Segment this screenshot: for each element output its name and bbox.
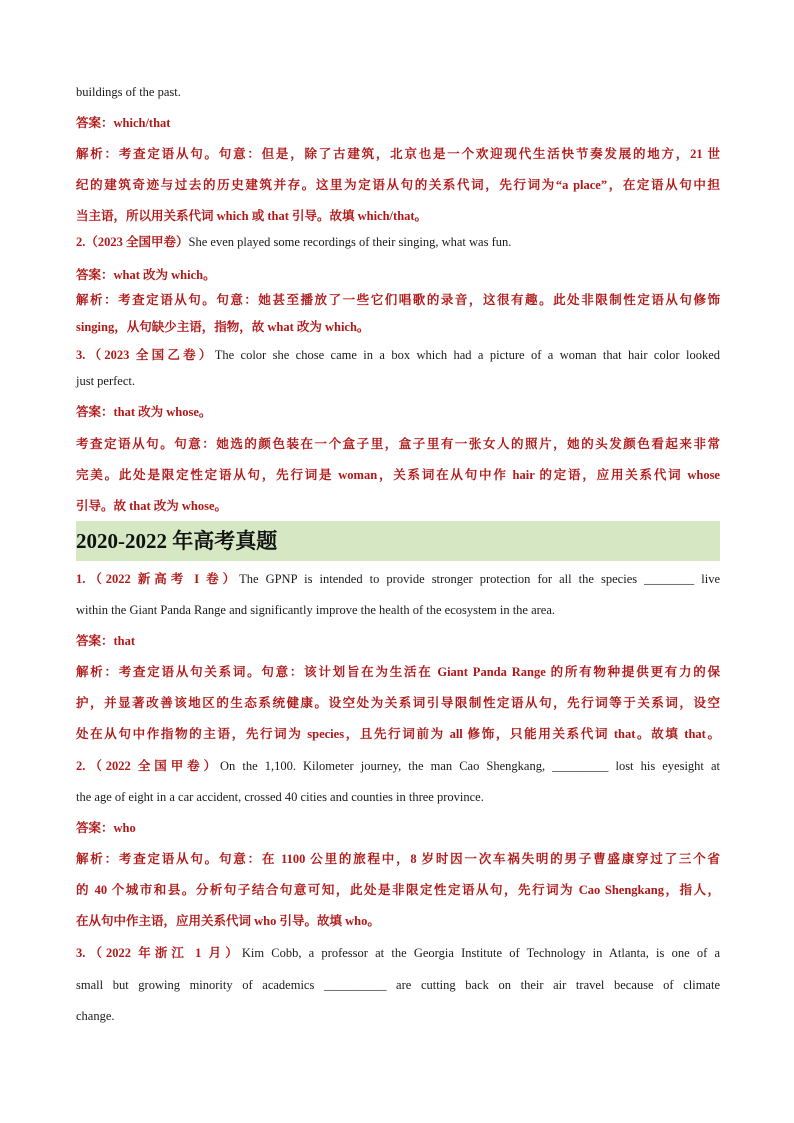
question-text: just perfect. — [76, 374, 136, 388]
question-text: The GPNP is intended to provide stronger protection for all the species ________ live — [239, 572, 720, 586]
question-text: within the Giant Panda Range and significantly improve the health of the ecosystem in the area. — [76, 603, 556, 617]
question-line — [76, 758, 720, 774]
question-source: 2.（2022 全国甲卷） — [76, 759, 221, 773]
analysis-line: singing，从句缺少主语，指物，故 what 改为 which。 — [76, 320, 370, 334]
analysis-line: 在从句中作主语，应用关系代词 who 引导。故填 who。 — [76, 914, 380, 928]
question-text: Kim Cobb, a professor at the Georgia Institute of Technology in Atlanta, is one of a — [241, 946, 720, 960]
section-heading-text: 2020-2022 年高考真题 — [76, 529, 278, 553]
analysis-line: 护，并显著改善该地区的生态系统健康。设空处为关系词引导限制性定语从句，先行词等于关系词，设空 — [76, 696, 720, 710]
question-text: buildings of the past. — [76, 85, 181, 99]
question-source: 3.（2023 全国乙卷） — [76, 348, 215, 362]
question-source: 1.（2022 新高考 I 卷） — [76, 572, 240, 586]
analysis-line: 考查定语从句。句意：她选的颜色装在一个盒子里，盒子里有一张女人的照片，她的头发颜色看起来非常 — [76, 437, 720, 451]
section-heading — [76, 521, 720, 561]
question-source: 2.（2023 全国甲卷） — [76, 235, 189, 249]
analysis-line: 处在从句中作指物的主语，先行词为 species，且先行词前为 all 修饰，只能用关系代词 that。故填 that。 — [76, 727, 720, 741]
question-text: The color she chose came in a box which had a picture of a woman that hair color looked — [214, 348, 720, 362]
question-text: small but growing minority of academics __________ are cutting back on their air travel because of climate — [76, 978, 720, 992]
analysis-line: 解析：考查定语从句。句意：在 1100 公里的旅程中，8 岁时因一次车祸失明的男子曹盛康穿过了三个省 — [76, 852, 720, 866]
analysis-line: 完美。此处是限定性定语从句，先行词是 woman，关系词在从句中作 hair 的定语，应用关系代词 whose — [76, 468, 720, 482]
question-line — [76, 571, 720, 587]
answer-line: 答案：that — [76, 634, 136, 648]
analysis-line: 纪的建筑奇迹与过去的历史建筑并存。这里为定语从句的关系代词，先行词为“a place”，在定语从句中担 — [76, 178, 720, 192]
question-source: 3.（2022 年浙江 1 月） — [76, 946, 242, 960]
question-text: the age of eight in a car accident, crossed 40 cities and counties in three province. — [76, 790, 484, 804]
answer-line: 答案：who — [76, 821, 136, 835]
analysis-line: 当主语，所以用关系代词 which 或 that 引导。故填 which/that。 — [76, 209, 428, 223]
analysis-line: 的 40 个城市和县。分析句子结合句意可知，此处是非限定性定语从句，先行词为 Cao Shengkang，指人， — [76, 883, 720, 897]
question-text: On the 1,100. Kilometer journey, the man Cao Shengkang, _________ lost his eyesight at — [220, 759, 720, 773]
analysis-line: 解析：考查定语从句。句意：她甚至播放了一些它们唱歌的录音，这很有趣。此处非限制性定语从句修饰 — [76, 293, 720, 307]
question-line — [76, 347, 720, 363]
question-text: She even played some recordings of their singing, what was fun. — [188, 235, 512, 249]
question-line — [76, 945, 720, 961]
answer-line: 答案：what 改为 which。 — [76, 268, 216, 282]
answer-line: 答案：that 改为 whose。 — [76, 405, 212, 419]
analysis-line: 解析：考查定语从句关系词。句意：该计划旨在为生活在 Giant Panda Range 的所有物种提供更有力的保 — [76, 665, 720, 679]
question-text: change. — [76, 1009, 115, 1023]
question-line — [76, 234, 720, 250]
analysis-line: 引导。故 that 改为 whose。 — [76, 499, 228, 513]
analysis-line: 解析：考查定语从句。句意：但是，除了古建筑，北京也是一个欢迎现代生活快节奏发展的地方，21 世 — [76, 147, 720, 161]
answer-line: 答案：which/that — [76, 116, 171, 130]
